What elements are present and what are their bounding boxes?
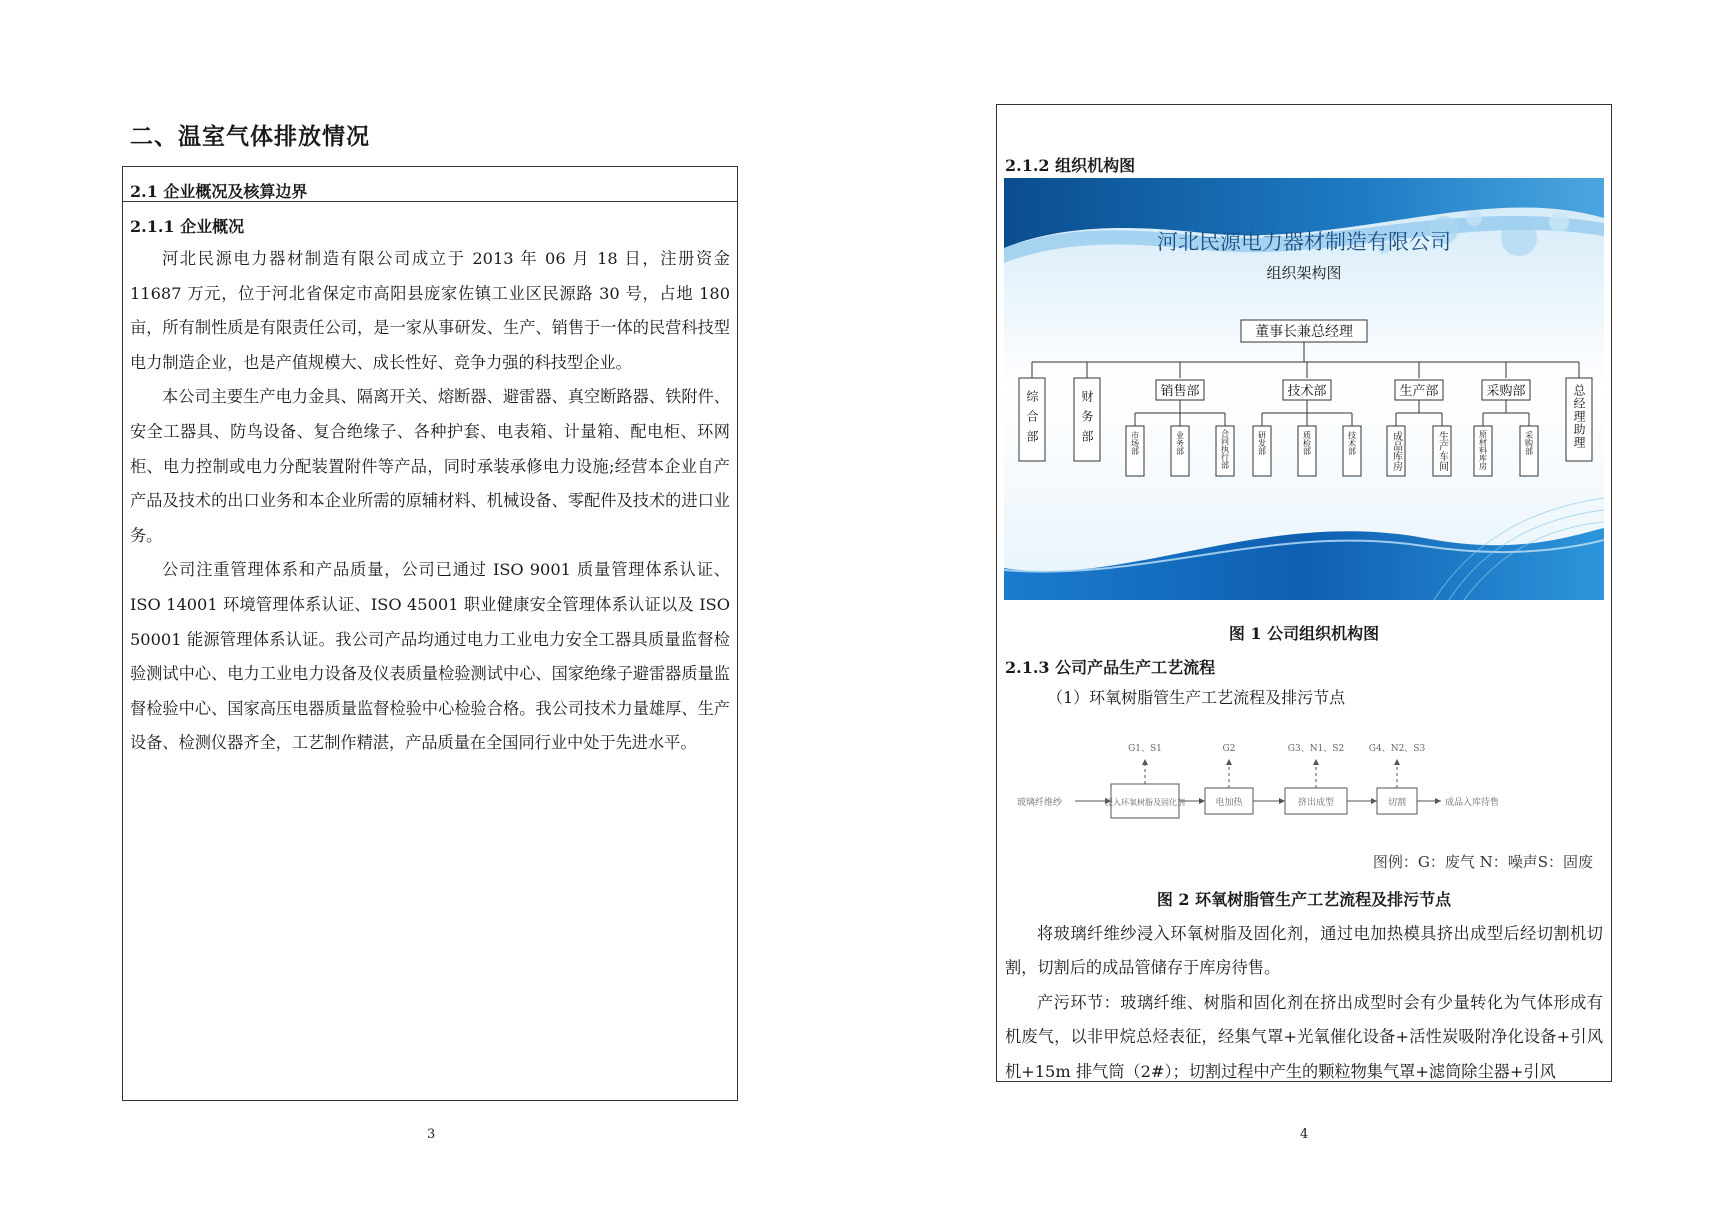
org-sub-workshop: 生产车间 [1436, 431, 1448, 471]
org-dept-sales: 销售部 [1160, 384, 1200, 399]
org-dept-purchase: 采购部 [1486, 384, 1526, 399]
org-dept-tech: 技术部 [1287, 384, 1327, 399]
org-sub-material-store: 原材料库房 [1478, 430, 1488, 470]
org-sub-purchasing: 采购部 [1524, 431, 1534, 455]
figure2-caption: 图 2 环氧树脂管生产工艺流程及排污节点 [1156, 890, 1452, 909]
page-number-right: 4 [1300, 1127, 1309, 1142]
org-chart-figure [1004, 178, 1604, 600]
org-node-gm-assistant: 总经理助理 [1572, 384, 1586, 449]
org-sub-qc: 质检部 [1302, 431, 1312, 455]
flow-step-cut: 切割 [1387, 798, 1407, 808]
left-page-heading: 二、温室气体排放情况 [130, 123, 370, 150]
paragraph-process: 将玻璃纤维纱浸入环氧树脂及固化剂，通过电加热模具挤出成型后经切割机切割，切割后的成品管储存于库房待售。 [1005, 924, 1603, 978]
flow-step-impregnate: 浸入环氧树脂及固化剂 [1105, 798, 1185, 807]
org-sub-market: 市场部 [1130, 431, 1140, 455]
org-sub-rnd: 研发部 [1257, 431, 1267, 455]
flow-legend: 图例：G：废气 N：噪声S：固废 [1372, 853, 1593, 871]
flow-emission-3: G3、N1、S2 [1287, 744, 1345, 754]
org-chart-title: 组织架构图 [1266, 264, 1342, 282]
right-content-box [996, 104, 1612, 1082]
section-subtitle: 2.1.1 企业概况 [130, 217, 245, 236]
org-top-node: 董事长兼总经理 [1255, 324, 1353, 340]
flow-emission-1: G1、S1 [1128, 744, 1162, 754]
org-company-name: 河北民源电力器材制造有限公司 [1157, 230, 1451, 254]
flow-step-extrude: 挤出成型 [1297, 798, 1335, 808]
org-section-title: 2.1.2 组织机构图 [1005, 156, 1136, 175]
org-chart-svg [1004, 178, 1604, 600]
flow-emission-4: G4、N2、S3 [1368, 744, 1426, 754]
org-sub-business: 业务部 [1175, 431, 1185, 455]
paragraph-overview: 河北民源电力器材制造有限公司成立于 2013 年 06 月 18 日，注册资金 11687 万元，位于河北省保定市高阳县庞家佐镇工业区民源路 30 号，占地 180 亩，所有制性质是有限责任公司，是一家从事研发、生产、销售于一体的民营科技型电力制造企业，也是产值规模大、成长性好、竞争力强的科技型企业。 [130, 249, 730, 372]
process-flow-diagram [1005, 725, 1605, 835]
org-node-finance: 财务部 [1080, 390, 1094, 450]
org-sub-contract: 合同执行部 [1220, 429, 1230, 469]
flow-input: 玻璃纤维纱 [1017, 798, 1063, 808]
paragraph-quality: 公司注重管理体系和产品质量，公司已通过 ISO 9001 质量管理体系认证、ISO 14001 环境管理体系认证、ISO 45001 职业健康安全管理体系认证以及 ISO 50001 能源管理体系认证。我公司产品均通过电力工业电力安全工器具质量监督检验测试中心、电力工业电力设备及仪表质量检验测试中心、国家绝缘子避雷器质量监督检验中心、国家高压电器质量监督检验中心检验合格。我公司技术力量雄厚、生产设备、检测仪器齐全，工艺制作精湛，产品质量在全国同行业中处于先进水平。 [130, 560, 730, 753]
org-dept-production: 生产部 [1399, 384, 1439, 399]
org-sub-product-store: 成品库房 [1390, 431, 1402, 471]
page-number-left: 3 [427, 1127, 436, 1142]
flow-output: 成品入库待售 [1445, 798, 1500, 808]
flow-emission-2: G2 [1222, 744, 1236, 754]
paragraph-products: 本公司主要生产电力金具、隔离开关、熔断器、避雷器、真空断路器、铁附件、安全工器具、防鸟设备、复合绝缘子、各种护套、电表箱、计量箱、配电柜、环网柜、电力控制或电力分配装置附件等产品，同时承装承修电力设施;经营本企业自产产品及技术的出口业务和本企业所需的原辅材料、机械设备、零配件及技术的进口业务。 [130, 387, 730, 545]
flow-step-heating: 电加热 [1215, 798, 1243, 808]
box-title: 2.1 企业概况及核算边界 [123, 167, 737, 202]
figure1-caption: 图 1 公司组织机构图 [1228, 624, 1380, 643]
process-section-title: 2.1.3 公司产品生产工艺流程 [1005, 658, 1216, 677]
left-content-box [122, 166, 738, 1101]
org-sub-techdept: 技术部 [1347, 431, 1357, 455]
process-subtitle: （1）环氧树脂管生产工艺流程及排污节点 [1047, 688, 1346, 707]
paragraph-pollution: 产污环节：玻璃纤维、树脂和固化剂在挤出成型时会有少量转化为气体形成有机废气，以非甲烷总烃表征，经集气罩+光氧催化设备+活性炭吸附净化设备+引风机+15m 排气筒（2#）；切割过程中产生的颗粒物集气罩+滤筒除尘器+引风 [1005, 993, 1603, 1081]
org-node-general-affairs: 综合部 [1025, 390, 1039, 450]
